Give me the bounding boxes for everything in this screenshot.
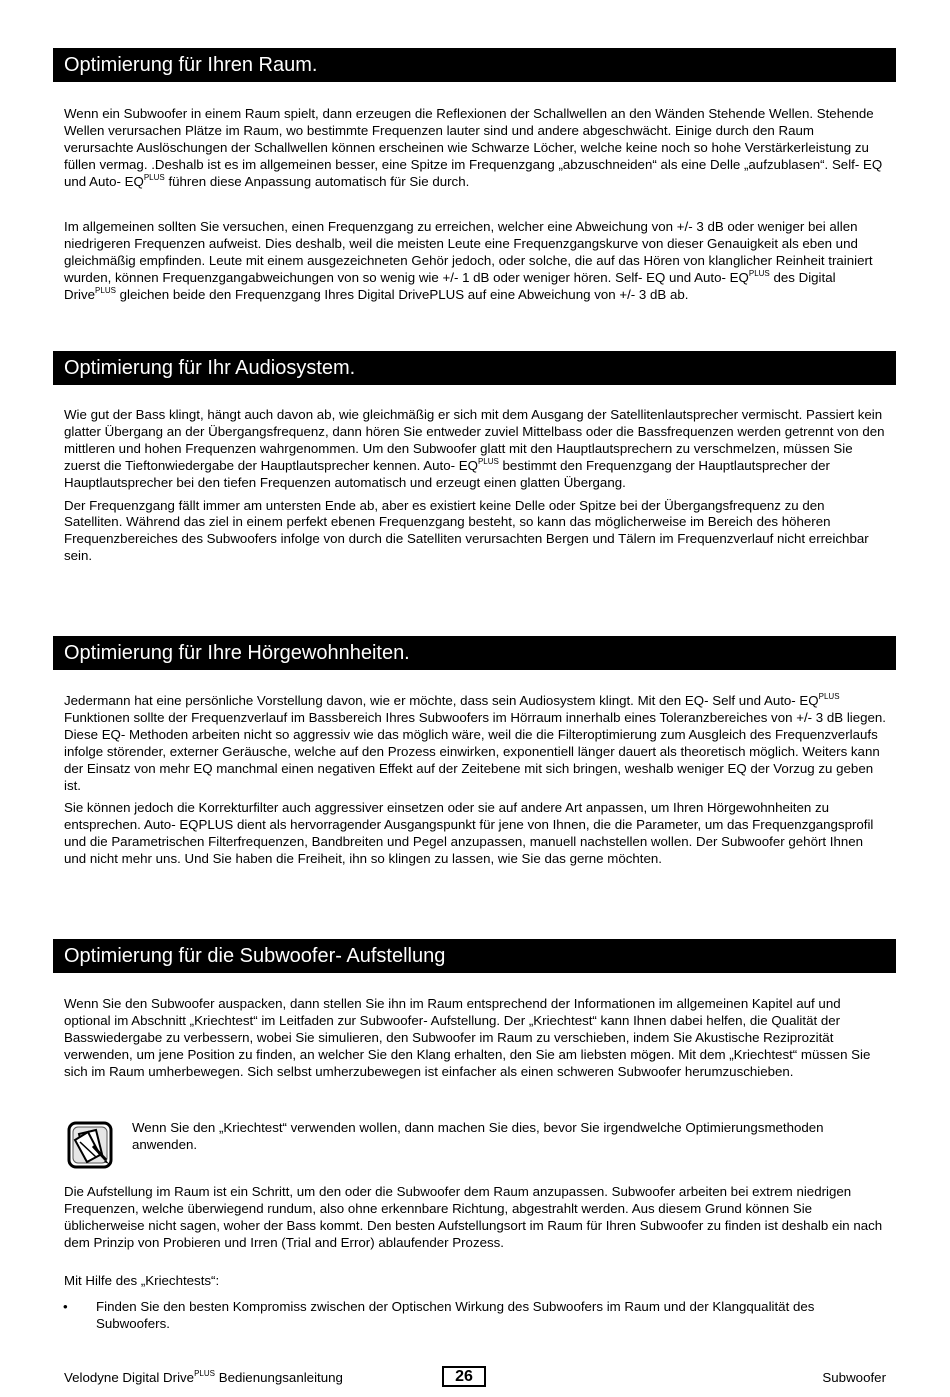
paragraph: Im allgemeinen sollten Sie versuchen, einen Frequenzgang zu erreichen, welcher eine Abweichung von +/- 3 dB oder weniger bei allen niedrigeren Frequenzen aufweist. Dies deshalb, weil die meisten Leute eine Frequenzgangskurve von dieser Genauigkeit als eben und gleichmäßig empfinden. Leute mit einem ausgezeichneten Gehör jedoch, oder solche, die auf das Hören von klanglicher Reinheit trainiert wurden, können Frequenzgangabweichungen von so wenig wie +/- 1 dB oder weniger hören. Self- EQ und Auto- $EQ^{PLUS}$ des Digital Drive$^{PLUS}$ gleichen beide den Frequenzgang Ihres Digital DrivePLUS auf eine Abweichung von +/- 3 dB ab.: [64, 219, 873, 302]
paragraph: Sie können jedoch die Korrekturfilter auch aggressiver einsetzen oder sie auf andere Art anpassen, um Ihren Hörgewohnheiten zu entsprechen. Auto- EQPLUS dient als hervorragender Ausgangspunkt für jene von Ihnen, die die Parameter, um das Frequenzgangsprofil und die Parametrischen Filterfrequenzen, Bandbreiten und Pegel anzupassen, manuell nachstellen wollen. Der Subwoofer gehört Ihnen und nicht mehr uns. Und Sie haben die Freiheit, ihn so klingen zu lassen, wie Sie das gerne möchten.: [64, 800, 874, 867]
bullet-point: •: [63, 1299, 68, 1314]
section-heading-audiosystem: Optimierung für Ihr Audiosystem.: [53, 351, 896, 385]
section-heading-placement: Optimierung für die Subwoofer- Aufstellung: [53, 939, 896, 973]
section-placement-text: [64, 996, 886, 1081]
placement-text-2: [64, 1184, 886, 1252]
section-listening-text: [64, 693, 886, 868]
note-pencil-icon: [66, 1120, 116, 1172]
paragraph: Wie gut der Bass klingt, hängt auch davon ab, wie gleichmäßig er sich mit dem Ausgang der Satellitenlautsprecher vermischt. Passiert kein glatter Übergang an der Übergangsfrequenz, dann hören Sie entweder zuviel Mittelbass oder die Bassfrequenzen werden getrennt von den mittleren und hohen Frequenzen wahrgenommen. Um den Subwoofer glatt mit den Hauptlautsprechern zu verschmelzen, müssen Sie zuerst die Tieftonwiedergabe der Hauptlautsprecher kennen. Auto- $EQ^{PLUS}$ bestimmt den Frequenzgang der Hauptlautsprecher der Hauptlautsprecher bei den tiefen Frequenzen automatisch und erzeugt einen glatten Übergang.: [64, 407, 885, 490]
paragraph: Jedermann hat eine persönliche Vorstellung davon, wie er möchte, dass sein Audiosystem klingt. Mit den EQ- Self und Auto- $EQ^{PLUS}$ Funktionen sollte der Frequenzverlauf im Bassbereich Ihres Subwoofers im Hörraum innerhalb eines Toleranzbereiches von +/- 3 dB liegen. Diese EQ- Methoden arbeiten nicht so aggressiv wie das möglich wäre, weil die die Filteroptimierung zum Ausgleich des Frequenzverlaufs infolge störender, externer Geräusche, welche auf den Prozess einwirken, exponentiell länger dauert als theoretisch möglich. Weiters kann der Einsatz von mehr EQ manchmal einen negativen Effekt auf der Zeitebene mit sich bringen, weshalb weniger EQ der Vorzug zu geben ist.: [64, 692, 887, 793]
section-room-text-2: [64, 219, 886, 304]
paragraph: Wenn Sie den Subwoofer auspacken, dann stellen Sie ihn im Raum entsprechend der Informationen im allgemeinen Kapitel auf und optional im Abschnitt „Kriechtest“ im Leitfaden zur Subwoofer- Aufstellung. Der „Kriechtest“ kann Ihnen dabei helfen, die Qualität der Basswiedergabe zu verbessern, wobei Sie simulieren, den Subwoofer im Raum zu verschieben, indem Sie Akustische Reziprozität verwenden, um jene Position zu finden, an welcher Sie den Klang erhalten, den Sie am liebsten mögen. Mit dem „Kriechtest“ müssen Sie sich im Raum umherbewegen. Sich selbst umherzubewegen ist einfacher als einen schweren Subwoofer herumzuschieben.: [64, 996, 871, 1079]
section-audiosystem-text: [64, 407, 886, 565]
paragraph: Die Aufstellung im Raum ist ein Schritt, um den oder die Subwoofer dem Raum anzupassen. Subwoofer arbeiten bei extrem niedrigen Frequenzen, welche überwiegend rundum, also ohne erkennbare Richtung, abgestrahlt werden. Aus diesem Grund können Sie üblicherweise nicht sagen, woher der Bass kommt. Den besten Aufstellungsort im Raum für Ihren Subwoofer zu finden ist deshalb ein nach dem Prinzip von Probieren und Irren (Trial and Error) ablaufender Prozess.: [64, 1184, 883, 1250]
section-heading-room: Optimierung für Ihren Raum.: [53, 48, 896, 82]
list-intro-text: Mit Hilfe des „Kriechtests“:: [64, 1273, 220, 1288]
section-heading-listening: Optimierung für Ihre Hörgewohnheiten.: [53, 636, 896, 670]
section-room-text: [64, 106, 886, 191]
list-intro: [64, 1273, 886, 1290]
paragraph: Wenn ein Subwoofer in einem Raum spielt, dann erzeugen die Reflexionen der Schallwellen an den Wänden Stehende Wellen. Stehende Wellen verursachen Plätze im Raum, wo bestimmte Frequenzen lauter sind und andere abgeschwächt. Einige durch den Raum verursachte Auslöschungen der Schallwellen können erscheinen wie Schwarze Löcher, welche keine noch so hohe Verstärkerleistung zu füllen vermag. .Deshalb ist es im allgemeinen besser, eine Spitze im Frequenzgang „abzuschneiden“ als eine Delle „aufzublasen“. Self- EQ und Auto- $EQ^{PLUS}$ führen diese Anpassung automatisch für Sie durch.: [64, 106, 883, 189]
page-number: 26: [442, 1366, 486, 1387]
note-text: Wenn Sie den „Kriechtest“ verwenden wollen, dann machen Sie dies, bevor Sie irgendwelche Optimierungsmethoden anwenden.: [132, 1120, 824, 1152]
footer-manual-title: Velodyne Digital Drive$^{PLUS}$ Bedienungsanleitung: [64, 1369, 343, 1385]
footer-section-name: Subwoofer: [822, 1370, 886, 1385]
list-item: Finden Sie den besten Kompromiss zwischen der Optischen Wirkung des Subwoofers im Raum und der Klangqualität des Subwoofers.: [96, 1299, 815, 1331]
paragraph: Der Frequenzgang fällt immer am untersten Ende ab, aber es existiert keine Delle oder Spitze bei der Übergangsfrequenz zu den Satelliten. Während das ziel in einem perfekt ebenen Frequenzgang besteht, so kann das möglicherweise im Bereich des höheren Frequenzbereiches des Subwoofers infolge von durch die Satelliten verursachten Bergen und Tälern im Frequenzverlauf nicht erreichbar sein.: [64, 497, 869, 564]
